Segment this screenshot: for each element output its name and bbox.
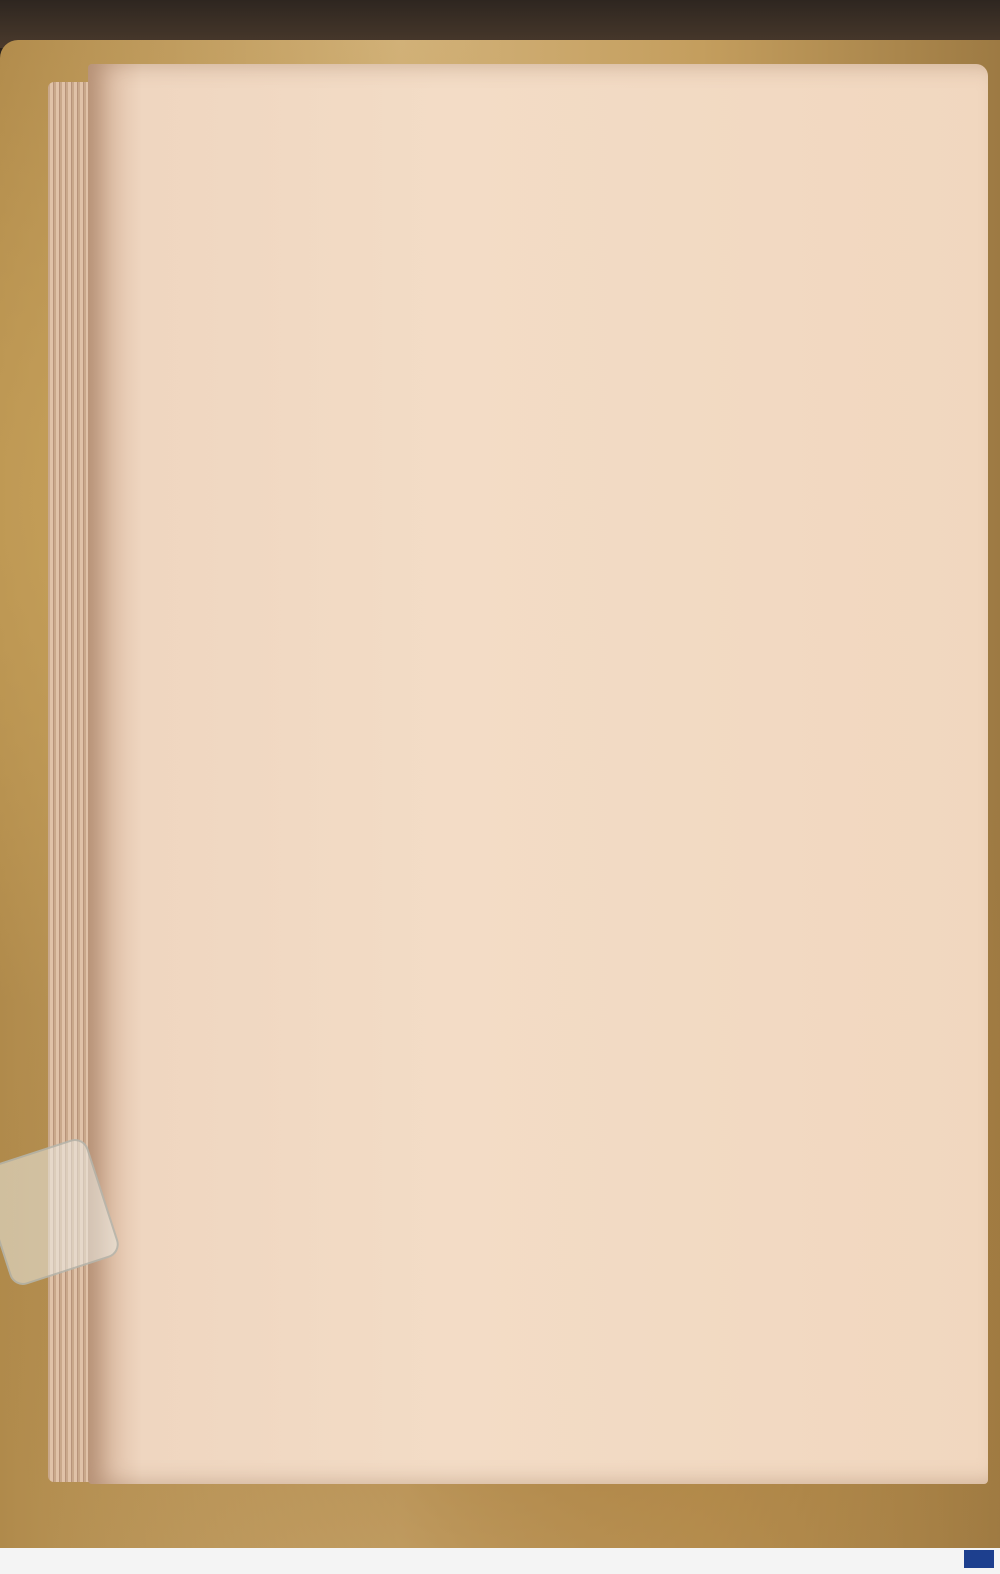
- dfg-logo: [964, 1550, 994, 1568]
- book-page: [88, 64, 988, 1484]
- footer-strip: [0, 1548, 1000, 1574]
